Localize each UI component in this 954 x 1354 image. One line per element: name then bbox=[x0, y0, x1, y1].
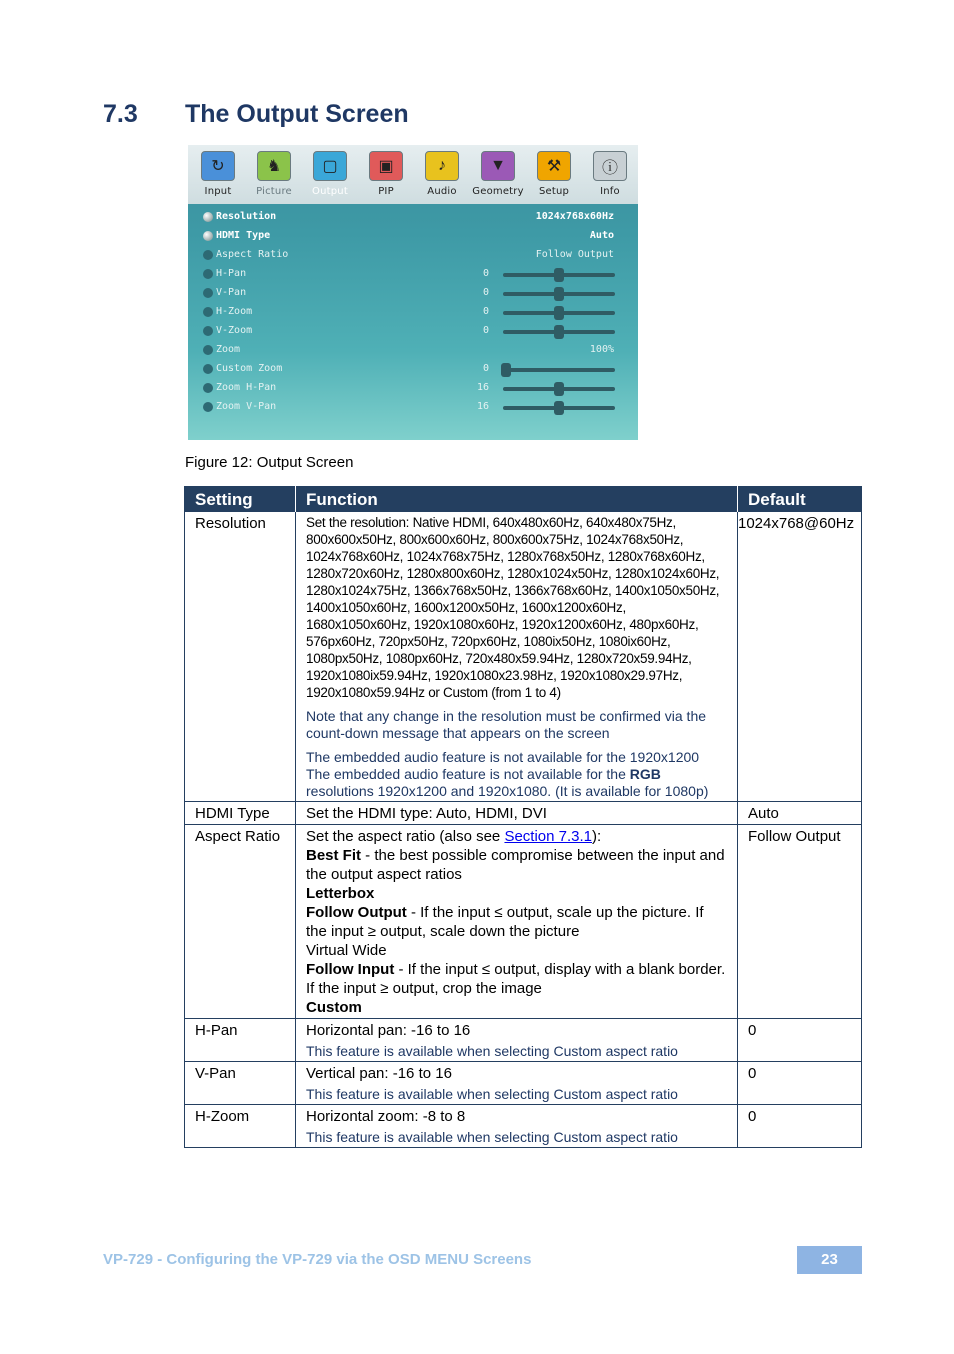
audio-note: The embedded audio feature is not available for the 1920x1200 bbox=[306, 749, 700, 765]
osd-tab-label: Audio bbox=[427, 186, 457, 197]
setting-cell: H-Zoom bbox=[185, 1105, 296, 1148]
header-default: Default bbox=[738, 486, 862, 512]
virtual-wide-option: Virtual Wide bbox=[306, 942, 387, 959]
osd-row-value: 0 bbox=[482, 363, 489, 374]
function-cell: Vertical pan: -16 to 16 This feature is available when selecting Custom aspect ratio bbox=[296, 1062, 738, 1105]
bullet-icon bbox=[203, 345, 213, 355]
section-number: 7.3 bbox=[103, 100, 138, 128]
bullet-icon bbox=[203, 269, 213, 279]
osd-tab-bar bbox=[188, 145, 638, 204]
slider-knob[interactable] bbox=[501, 363, 511, 377]
pip-icon: ▣ bbox=[369, 151, 403, 181]
section-title: The Output Screen bbox=[185, 100, 409, 128]
osd-tab-label: Picture bbox=[256, 186, 292, 197]
audio-note-rgb: The embedded audio feature is not available for the RGB bbox=[306, 766, 661, 782]
osd-slider[interactable] bbox=[503, 406, 615, 410]
info-icon: ⓘ bbox=[593, 151, 627, 181]
table-row-h-pan bbox=[185, 1019, 862, 1062]
bullet-icon bbox=[203, 364, 213, 374]
osd-row-value: 16 bbox=[476, 401, 489, 412]
input-icon: ↻ bbox=[201, 151, 235, 181]
table-row-resolution bbox=[185, 512, 862, 802]
aspect-intro: Set the aspect ratio (also see Section 7.3.1): bbox=[306, 828, 602, 845]
osd-row-label: Zoom V-Pan bbox=[216, 401, 277, 412]
output-settings-table bbox=[184, 486, 862, 1148]
audio-note-resolutions: resolutions 1920x1200 and 1920x1080. (It is available for 1080p) bbox=[306, 783, 709, 799]
bullet-icon bbox=[203, 212, 213, 222]
osd-row-value: 0 bbox=[482, 306, 489, 317]
bullet-icon bbox=[203, 383, 213, 393]
default-cell: Auto bbox=[738, 802, 862, 825]
osd-row-custom-zoom bbox=[203, 361, 628, 379]
osd-row-label: Zoom H-Pan bbox=[216, 382, 277, 393]
bullet-icon bbox=[203, 326, 213, 336]
osd-tab-label: Geometry bbox=[472, 186, 524, 197]
custom-note: This feature is available when selecting Custom aspect ratio bbox=[306, 1129, 678, 1145]
setting-cell: V-Pan bbox=[185, 1062, 296, 1105]
function-cell: Horizontal pan: -16 to 16 This feature is available when selecting Custom aspect ratio bbox=[296, 1019, 738, 1062]
slider-knob[interactable] bbox=[554, 325, 564, 339]
osd-row-zoom-h-pan bbox=[203, 380, 628, 398]
osd-row-v-zoom bbox=[203, 323, 628, 341]
default-cell: Follow Output bbox=[738, 825, 862, 1019]
audio-icon: ♪ bbox=[425, 151, 459, 181]
custom-option: Custom bbox=[306, 999, 362, 1016]
osd-row-zoom-v-pan bbox=[203, 399, 628, 417]
osd-row-value: 1024x768x60Hz bbox=[535, 211, 614, 222]
setting-cell: H-Pan bbox=[185, 1019, 296, 1062]
osd-row-v-pan bbox=[203, 285, 628, 303]
function-cell: Set the HDMI type: Auto, HDMI, DVI bbox=[296, 802, 738, 825]
bullet-icon bbox=[203, 402, 213, 412]
setup-icon: ⚒ bbox=[537, 151, 571, 181]
setting-cell: Aspect Ratio bbox=[185, 825, 296, 1019]
osd-tab-info[interactable] bbox=[584, 151, 636, 197]
osd-row-value: 0 bbox=[482, 325, 489, 336]
default-cell: 1024x768@60Hz bbox=[738, 512, 862, 802]
bullet-icon bbox=[203, 250, 213, 260]
osd-tab-label: Input bbox=[204, 186, 232, 197]
picture-icon: ♞ bbox=[257, 151, 291, 181]
osd-row-label: V-Zoom bbox=[216, 325, 253, 336]
osd-row-value: 16 bbox=[476, 382, 489, 393]
table-row-hdmi-type bbox=[185, 802, 862, 825]
osd-tab-label: Output bbox=[312, 186, 348, 197]
osd-row-label: Resolution bbox=[216, 211, 277, 222]
osd-row-resolution[interactable] bbox=[203, 209, 628, 227]
osd-row-value: Follow Output bbox=[535, 249, 614, 260]
osd-row-label: Aspect Ratio bbox=[216, 249, 289, 260]
function-cell bbox=[296, 825, 738, 1019]
header-setting: Setting bbox=[185, 486, 296, 512]
footer-title: VP-729 - Configuring the VP-729 via the OSD MENU Screens bbox=[103, 1251, 532, 1268]
slider-knob[interactable] bbox=[554, 382, 564, 396]
osd-tab-input[interactable] bbox=[192, 151, 244, 197]
bullet-icon bbox=[203, 231, 213, 241]
follow-input-option: Follow Input - If the input ≤ output, display with a blank border. If the input ≥ output, crop the image bbox=[306, 961, 726, 997]
osd-slider[interactable] bbox=[503, 292, 615, 296]
resolution-note: Note that any change in the resolution must be confirmed via the count-down message that appears on the screen bbox=[306, 708, 707, 741]
bullet-icon bbox=[203, 288, 213, 298]
slider-knob[interactable] bbox=[554, 287, 564, 301]
bullet-icon bbox=[203, 307, 213, 317]
slider-knob[interactable] bbox=[554, 401, 564, 415]
table-header-row bbox=[185, 486, 862, 512]
osd-row-label: V-Pan bbox=[216, 287, 247, 298]
output-icon: ▢ bbox=[313, 151, 347, 181]
table-row-aspect-ratio bbox=[185, 825, 862, 1019]
section-heading bbox=[103, 100, 409, 129]
osd-tab-audio[interactable] bbox=[416, 151, 468, 197]
osd-tab-label: Setup bbox=[538, 186, 570, 197]
resolution-list: Set the resolution: Native HDMI, 640x480x60Hz, 640x480x75Hz, 800x600x50Hz, 800x600x60Hz, 800x600x75Hz, 1024x768x50Hz, 1024x768x60Hz, 1024x768x75Hz, 1280x768x50Hz, 1280x768x60Hz, 1280x720x60Hz, 1280x800x60Hz, 1280x1024x50Hz, 1280x1024x60Hz, 1280x1024x75Hz, 1366x768x50Hz, 1366x768x60Hz, 1400x1050x50Hz, 1400x1050x60Hz, 1600x1200x50Hz, 1600x1200x60Hz, 1680x1050x60Hz, 1920x1080x60Hz, 1920x1200x60Hz, 480px60Hz, 576px60Hz, 720px50Hz, 720px60Hz, 1080ix50Hz, 1080ix60Hz, 1080px50Hz, 1080px60Hz, 720x480x59.94Hz, 1280x720x59.94Hz, 1920x1080ix59.94Hz, 1920x1080x23.98Hz, 1920x1080x29.97Hz, 1920x1080x59.94Hz or Custom (from 1 to 4) bbox=[306, 515, 720, 700]
custom-note: This feature is available when selecting Custom aspect ratio bbox=[306, 1086, 678, 1102]
geometry-icon: ▼ bbox=[481, 151, 515, 181]
default-cell: 0 bbox=[738, 1019, 862, 1062]
osd-tab-label: Info bbox=[600, 186, 620, 197]
function-cell: Horizontal zoom: -8 to 8 This feature is available when selecting Custom aspect ratio bbox=[296, 1105, 738, 1148]
slider-knob[interactable] bbox=[554, 306, 564, 320]
default-cell: 0 bbox=[738, 1105, 862, 1148]
table-row-h-zoom bbox=[185, 1105, 862, 1148]
osd-slider[interactable] bbox=[503, 273, 615, 277]
function-cell bbox=[296, 512, 738, 802]
osd-slider[interactable] bbox=[503, 368, 615, 372]
osd-tab-setup[interactable] bbox=[528, 151, 580, 197]
osd-row-h-zoom bbox=[203, 304, 628, 322]
figure-caption: Figure 12: Output Screen bbox=[185, 454, 354, 471]
best-fit-option: Best Fit - the best possible compromise between the input and the output aspect ratios bbox=[306, 847, 725, 883]
osd-row-zoom bbox=[203, 342, 628, 360]
slider-knob[interactable] bbox=[554, 268, 564, 282]
osd-tab-geometry[interactable] bbox=[472, 151, 524, 197]
osd-row-label: H-Zoom bbox=[216, 306, 253, 317]
follow-output-option: Follow Output - If the input ≤ output, scale up the picture. If the input ≥ output, scale down the picture bbox=[306, 904, 704, 940]
osd-row-label: HDMI Type bbox=[216, 230, 271, 241]
osd-row-label: Zoom bbox=[216, 344, 241, 355]
osd-output-screenshot bbox=[188, 145, 638, 440]
osd-slider[interactable] bbox=[503, 311, 615, 315]
osd-row-value: Auto bbox=[589, 230, 614, 241]
osd-row-label: Custom Zoom bbox=[216, 363, 283, 374]
osd-row-label: H-Pan bbox=[216, 268, 247, 279]
osd-row-aspect-ratio bbox=[203, 247, 628, 265]
osd-tab-output[interactable] bbox=[304, 151, 356, 197]
osd-row-hdmi-type[interactable] bbox=[203, 228, 628, 246]
osd-slider[interactable] bbox=[503, 330, 615, 334]
osd-tab-picture[interactable] bbox=[248, 151, 300, 197]
osd-slider[interactable] bbox=[503, 387, 615, 391]
setting-cell: HDMI Type bbox=[185, 802, 296, 825]
default-cell: 0 bbox=[738, 1062, 862, 1105]
table-row-v-pan bbox=[185, 1062, 862, 1105]
letterbox-option: Letterbox bbox=[306, 885, 375, 902]
header-function: Function bbox=[296, 486, 738, 512]
osd-row-value: 100% bbox=[589, 344, 614, 355]
section-7-3-1-link[interactable]: Section 7.3.1 bbox=[504, 828, 593, 845]
custom-note: This feature is available when selecting Custom aspect ratio bbox=[306, 1043, 678, 1059]
osd-tab-label: PIP bbox=[378, 186, 394, 197]
osd-row-value: 0 bbox=[482, 268, 489, 279]
page-number: 23 bbox=[797, 1246, 862, 1274]
setting-cell: Resolution bbox=[185, 512, 296, 802]
osd-row-value: 0 bbox=[482, 287, 489, 298]
osd-row-h-pan bbox=[203, 266, 628, 284]
osd-tab-pip[interactable] bbox=[360, 151, 412, 197]
